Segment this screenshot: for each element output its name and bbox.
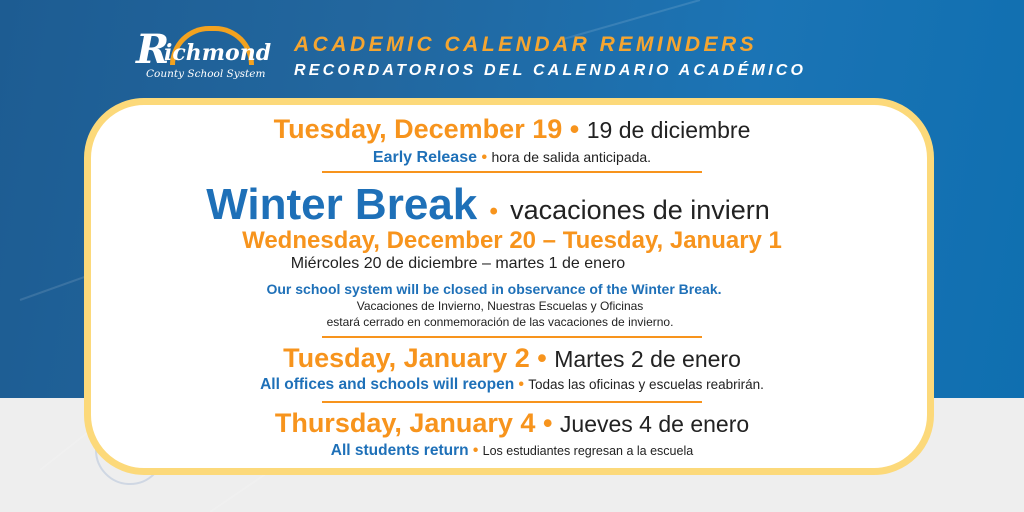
logo-subtitle: County School System <box>146 68 266 80</box>
event-3-note-line <box>84 376 934 394</box>
event-2-title: Winter Break <box>206 180 478 229</box>
separator-dot: • <box>542 408 553 438</box>
event-2-date-es: Miércoles 20 de diciembre – martes 1 de enero <box>290 255 626 272</box>
event-3-note: All offices and schools will reopen <box>260 376 515 393</box>
separator-dot: • <box>518 376 524 393</box>
event-4-date-line <box>84 408 934 439</box>
school-system-logo <box>136 26 276 88</box>
separator-dot: • <box>569 114 580 144</box>
logo-name: ichmond <box>164 40 272 66</box>
event-3-date: Tuesday, January 2 <box>283 343 530 373</box>
divider <box>322 171 702 173</box>
separator-dot: • <box>481 149 488 166</box>
event-1-note: Early Release <box>372 149 477 166</box>
event-2-note-es-1: Vacaciones de Invierno, Nuestras Escuelas y Oficinas <box>356 299 644 313</box>
event-2-note: Our school system will be closed in observance of the Winter Break. <box>266 281 722 297</box>
event-2-title-line <box>84 180 934 230</box>
separator-dot: • <box>537 343 547 373</box>
event-4-note-es: Los estudiantes regresan a la escuela <box>482 444 694 458</box>
event-2-note-es-2: estará cerrado en conmemoración de las vacaciones de invierno. <box>326 315 674 329</box>
logo-r: R <box>136 26 170 73</box>
event-2-date <box>84 227 934 255</box>
divider <box>322 336 702 338</box>
event-1-date-es: 19 de diciembre <box>586 117 751 143</box>
event-2-title-es: vacaciones de inviern <box>510 195 770 225</box>
event-1-date: Tuesday, December 19 <box>273 114 563 144</box>
event-1-note-es: hora de salida anticipada. <box>491 149 652 165</box>
event-1-note-line <box>84 149 934 167</box>
divider <box>322 401 702 403</box>
event-3-date-line <box>84 343 934 374</box>
separator-dot: • <box>472 442 479 459</box>
event-4-note-line <box>84 442 934 460</box>
event-4-date-es: Jueves 4 de enero <box>559 411 750 437</box>
title-english: ACADEMIC CALENDAR REMINDERS <box>294 33 758 56</box>
separator-dot: • <box>489 198 498 225</box>
event-3-date-es: Martes 2 de enero <box>554 346 741 372</box>
event-2-date-text: Wednesday, December 20 – Tuesday, January 1 <box>242 227 782 254</box>
title-spanish: RECORDATORIOS DEL CALENDARIO ACADÉMICO <box>294 62 807 79</box>
event-4-note: All students return <box>330 442 469 459</box>
event-3-note-es: Todas las oficinas y escuelas reabrirán. <box>528 377 764 392</box>
event-4-date: Thursday, January 4 <box>274 408 536 438</box>
calendar-card <box>84 98 934 475</box>
event-1-date-line <box>84 114 934 145</box>
